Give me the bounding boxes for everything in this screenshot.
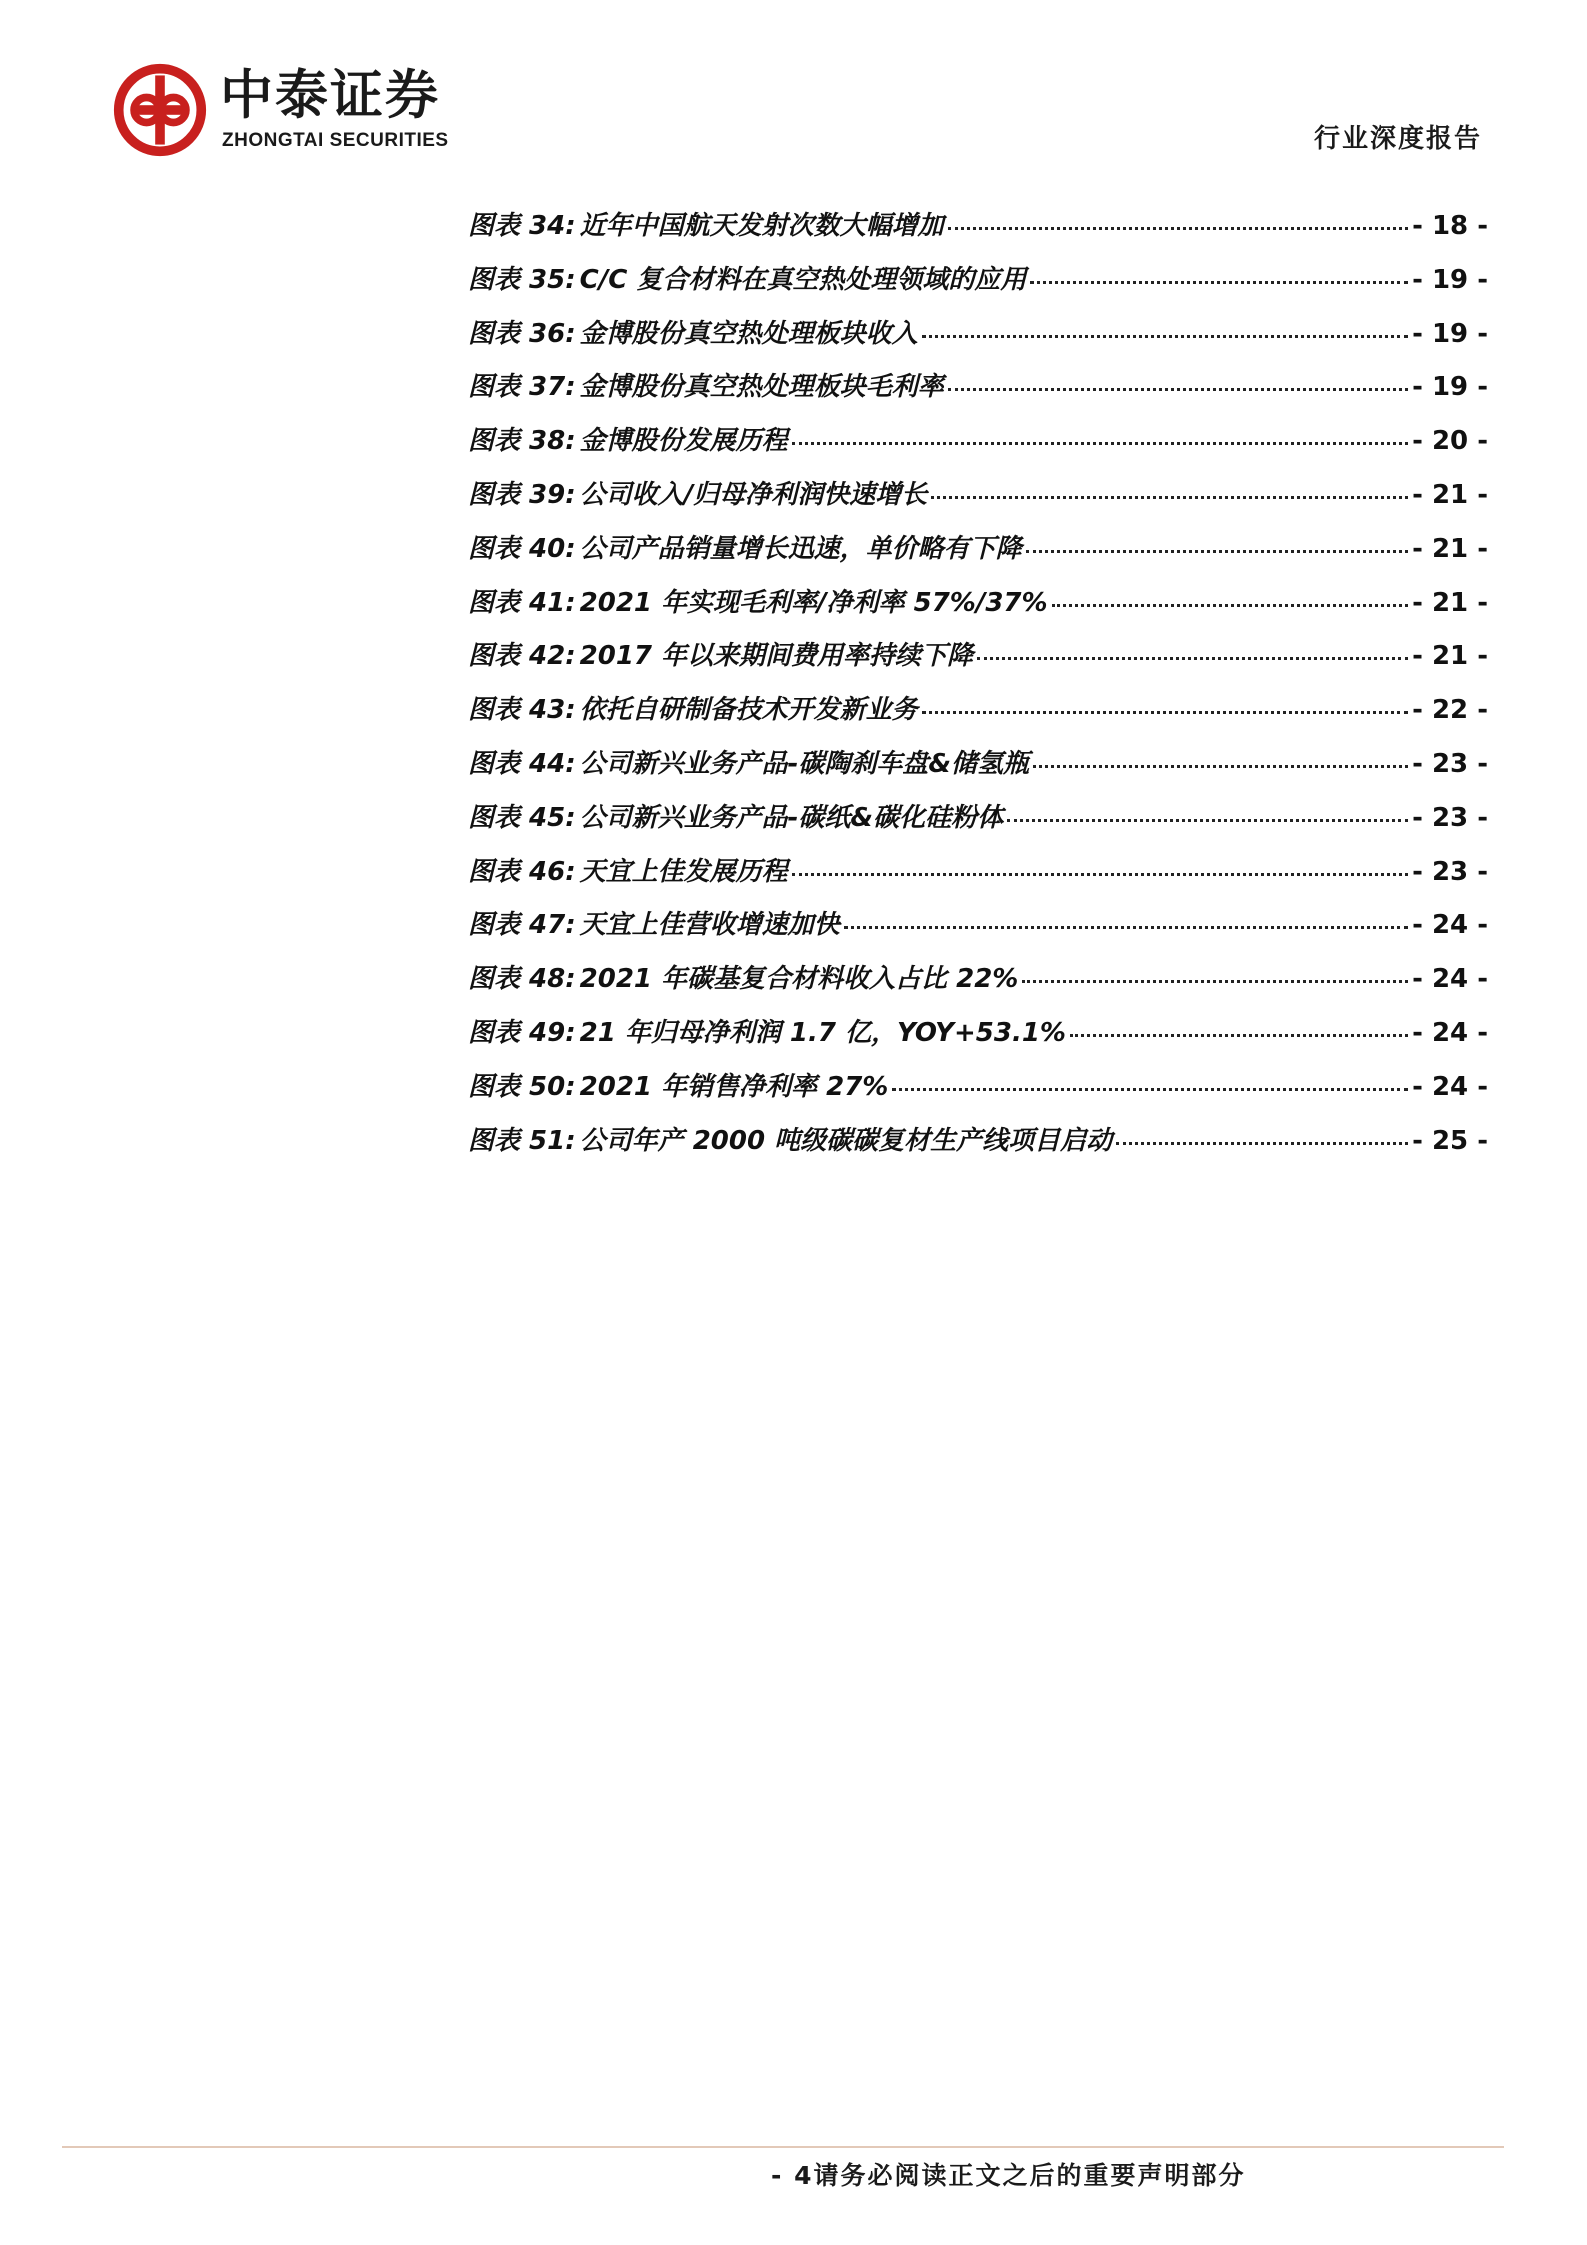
logo-chinese-name: 中泰证券 <box>220 65 440 126</box>
toc-entry[interactable] <box>468 1067 1488 1121</box>
toc-figure-title: 公司年产 2000 吨级碳碳复材生产线项目启动 <box>579 1125 1113 1156</box>
toc-page-number: - 21 - <box>1412 587 1488 618</box>
toc-figure-title: 公司新兴业务产品-碳陶刹车盘&储氢瓶 <box>579 748 1030 779</box>
toc-page-number: - 23 - <box>1412 856 1488 887</box>
toc-figure-title: 公司产品销量增长迅速，单价略有下降 <box>579 533 1022 564</box>
toc-page-number: - 24 - <box>1412 910 1488 941</box>
toc-entry[interactable] <box>468 690 1488 744</box>
toc-entry[interactable] <box>468 852 1488 906</box>
toc-entry[interactable] <box>468 636 1488 690</box>
toc-dot-leader <box>948 388 1408 391</box>
toc-dot-leader <box>1030 281 1408 284</box>
toc-dot-leader <box>892 1088 1408 1091</box>
toc-dot-leader <box>1007 819 1408 822</box>
toc-figure-number: 图表 50: <box>468 1071 576 1102</box>
toc-entry[interactable] <box>468 959 1488 1013</box>
toc-figure-title: 金博股份真空热处理板块毛利率 <box>579 372 944 403</box>
toc-figure-number: 图表 41: <box>468 587 576 618</box>
toc-page-number: - 25 - <box>1412 1125 1488 1156</box>
toc-figure-title: 天宜上佳营收增速加快 <box>579 910 840 941</box>
toc-figure-number: 图表 44: <box>468 748 576 779</box>
toc-dot-leader <box>1052 604 1409 607</box>
toc-entry[interactable] <box>468 744 1488 798</box>
footer-divider <box>62 2146 1504 2148</box>
toc-page-number: - 18 - <box>1412 211 1488 241</box>
toc-page-number: - 24 - <box>1412 1071 1488 1102</box>
toc-entry[interactable] <box>468 421 1488 475</box>
toc-entry[interactable] <box>468 583 1488 637</box>
report-type-label: 行业深度报告 <box>1313 124 1482 154</box>
toc-figure-title: C/C 复合材料在真空热处理领域的应用 <box>579 264 1027 295</box>
toc-figure-title: 依托自研制备技术开发新业务 <box>579 695 918 726</box>
toc-page-number: - 22 - <box>1412 695 1488 726</box>
toc-entry[interactable] <box>468 798 1488 852</box>
toc-figure-title: 天宜上佳发展历程 <box>579 856 788 887</box>
toc-entry[interactable] <box>468 1013 1488 1067</box>
toc-dot-leader <box>922 711 1408 714</box>
toc-figure-title: 金博股份真空热处理板块收入 <box>579 318 918 349</box>
toc-figure-number: 图表 45: <box>468 802 576 833</box>
toc-page-number: - 23 - <box>1412 802 1488 833</box>
toc-figure-title: 近年中国航天发射次数大幅增加 <box>579 211 944 241</box>
toc-page-number: - 21 - <box>1412 479 1488 510</box>
toc-page-number: - 19 - <box>1412 372 1488 403</box>
toc-figure-title: 金博股份发展历程 <box>579 426 788 457</box>
toc-figure-number: 图表 43: <box>468 695 576 726</box>
toc-entry[interactable] <box>468 1121 1488 1175</box>
toc-page-number: - 21 - <box>1412 533 1488 564</box>
toc-page-number: - 21 - <box>1412 641 1488 672</box>
toc-figure-title: 2021 年实现毛利率/净利率 57%/37% <box>579 587 1048 618</box>
toc-figure-number: 图表 36: <box>468 318 576 349</box>
toc-page-number: - 24 - <box>1412 964 1488 995</box>
toc-figure-title: 21 年归母净利润 1.7 亿，YOY+53.1% <box>579 1017 1066 1048</box>
toc-figure-number: 图表 34: <box>468 211 576 241</box>
toc-dot-leader <box>844 926 1408 929</box>
toc-dot-leader <box>792 873 1408 876</box>
toc-dot-leader <box>1033 765 1408 768</box>
toc-dot-leader <box>1116 1142 1408 1145</box>
toc-figure-number: 图表 39: <box>468 479 576 510</box>
toc-entry[interactable] <box>468 367 1488 421</box>
toc-dot-leader <box>1026 550 1408 553</box>
figure-table-of-contents <box>468 206 1488 1174</box>
toc-figure-number: 图表 37: <box>468 372 576 403</box>
toc-dot-leader <box>977 657 1408 660</box>
toc-figure-number: 图表 48: <box>468 964 576 995</box>
toc-entry[interactable] <box>468 314 1488 368</box>
toc-dot-leader <box>1022 980 1408 983</box>
toc-figure-title: 公司新兴业务产品-碳纸&碳化硅粉体 <box>579 802 1004 833</box>
toc-entry[interactable] <box>468 260 1488 314</box>
zhongtai-logo-icon <box>112 62 208 158</box>
toc-dot-leader <box>948 227 1408 230</box>
toc-figure-number: 图表 51: <box>468 1125 576 1156</box>
toc-figure-number: 图表 46: <box>468 856 576 887</box>
toc-figure-number: 图表 40: <box>468 533 576 564</box>
toc-entry[interactable] <box>468 905 1488 959</box>
toc-page-number: - 23 - <box>1412 748 1488 779</box>
toc-figure-title: 2021 年销售净利率 27% <box>579 1071 889 1102</box>
toc-figure-number: 图表 35: <box>468 264 576 295</box>
toc-dot-leader <box>922 335 1408 338</box>
toc-figure-title: 公司收入/归母净利润快速增长 <box>579 479 928 510</box>
page-header <box>0 0 1587 170</box>
toc-figure-number: 图表 42: <box>468 641 576 672</box>
toc-figure-title: 2017 年以来期间费用率持续下降 <box>579 641 974 672</box>
toc-page-number: - 20 - <box>1412 426 1488 457</box>
toc-dot-leader <box>1070 1034 1408 1037</box>
logo-english-name: ZHONGTAI SECURITIES <box>222 130 449 151</box>
toc-figure-number: 图表 38: <box>468 426 576 457</box>
toc-figure-title: 2021 年碳基复合材料收入占比 22% <box>579 964 1019 995</box>
toc-entry[interactable] <box>468 206 1488 260</box>
toc-entry[interactable] <box>468 475 1488 529</box>
toc-page-number: - 19 - <box>1412 264 1488 295</box>
footer-disclaimer: - 4请务必阅读正文之后的重要声明部分 <box>771 2161 1246 2190</box>
toc-dot-leader <box>931 496 1408 499</box>
toc-entry[interactable] <box>468 529 1488 583</box>
toc-dot-leader <box>792 442 1408 445</box>
company-logo <box>112 62 492 162</box>
toc-page-number: - 19 - <box>1412 318 1488 349</box>
toc-page-number: - 24 - <box>1412 1017 1488 1048</box>
toc-figure-number: 图表 49: <box>468 1017 576 1048</box>
toc-figure-number: 图表 47: <box>468 910 576 941</box>
